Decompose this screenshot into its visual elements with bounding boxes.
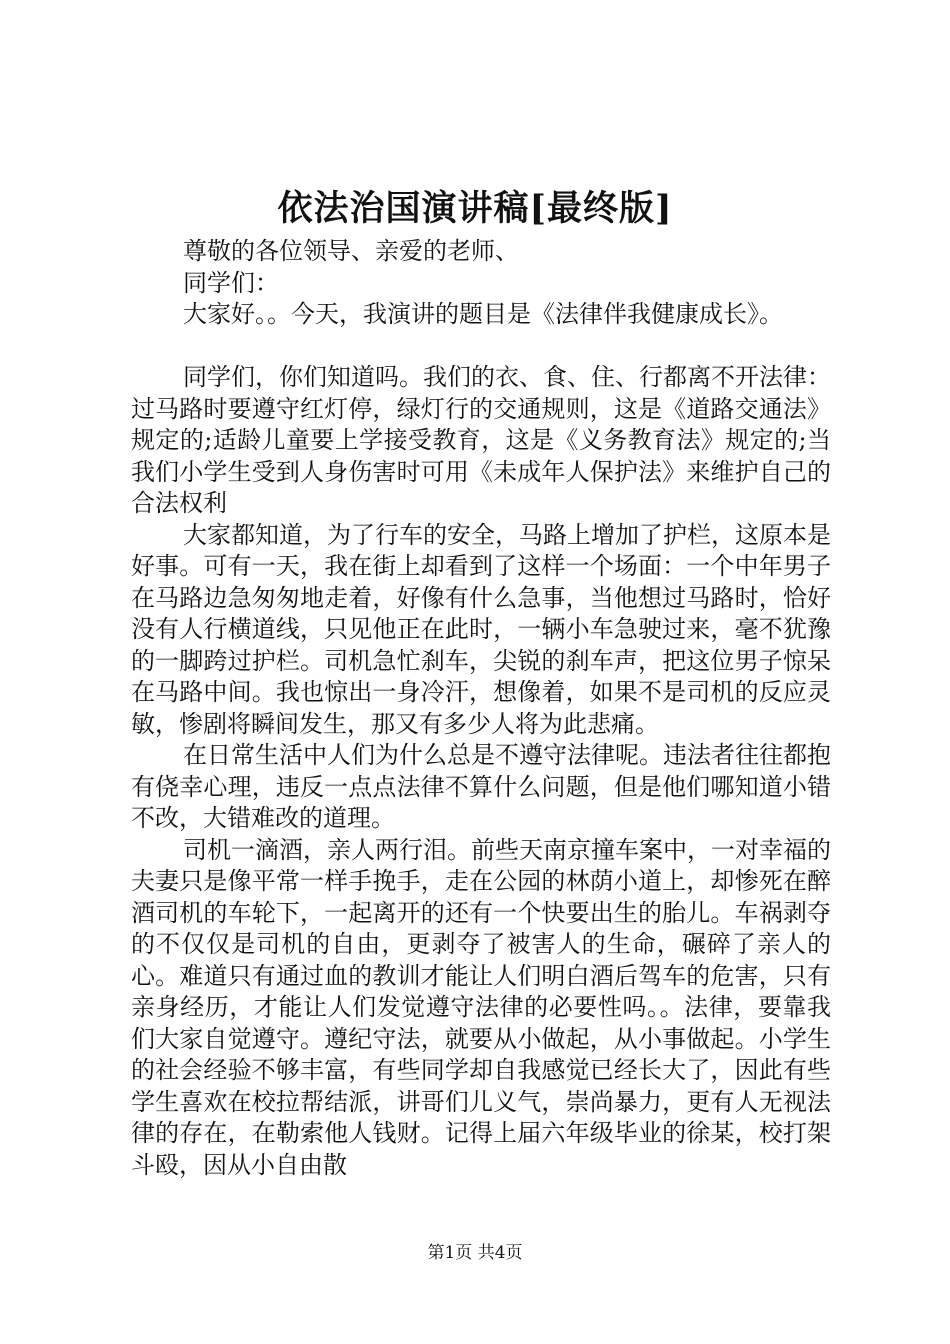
paragraph: 司机一滴酒，亲人两行泪。前些天南京撞车案中，一对幸福的夫妻只是像平常一样手挽手，走在公园的林荫小道上，却惨死在醉酒司机的车轮下，一起离开的还有一个快要出生的胎儿。车祸剥夺的不仅仅是司机的自由，更剥夺了被害人的生命，碾碎了亲人的心。难道只有通过血的教训才能让人们明白酒后驾车的危害，只有亲身经历，才能让人们发觉遵守法律的必要性吗。。法律，要靠我们大家自觉遵守。遵纪守法，就要从小做起，从小事做起。小学生的社会经验不够丰富，有些同学却自我感觉已经长大了，因此有些学生喜欢在校拉帮结派，讲哥们儿义气，崇尚暴力，更有人无视法律的存在，在勒索他人钱财。记得上届六年级毕业的徐某，校打架斗殴，因从小自由散 <box>131 835 831 1179</box>
paragraph: 同学们，你们知道吗。我们的衣、食、住、行都离不开法律：过马路时要遵守红灯停，绿灯行的交通规则，这是《道路交通法》规定的;适龄儿童要上学接受教育，这是《义务教育法》规定的;当我们小学生受到人身伤害时可用《未成年人保护法》来维护自己的合法权利 <box>131 363 831 517</box>
paragraph: 在日常生活中人们为什么总是不遵守法律呢。违法者往往都抱有侥幸心理，违反一点点法律不算什么问题，但是他们哪知道小错不改，大错难改的道理。 <box>131 741 831 832</box>
intro-paragraph: 大家好。。今天，我演讲的题目是《法律伴我健康成长》。 <box>183 300 783 328</box>
page-footer: 第1页 共4页 <box>427 1243 523 1263</box>
document-title: 依法治国演讲稿[最终版] <box>277 188 673 229</box>
greeting-line-2: 同学们： <box>183 268 279 297</box>
paragraph: 大家都知道，为了行车的安全，马路上增加了护栏，这原本是好事。可有一天，我在街上却看到了这样一个场面：一个中年男子在马路边急匆匆地走着，好像有什么急事，当他想过马路时，恰好没有人行横道线，只见他正在此时，一辆小车急驶过来，毫不犹豫的一脚跨过护栏。司机急忙刹车，尖锐的刹车声，把这位男子惊呆在马路中间。我也惊出一身冷汗，想像着，如果不是司机的反应灵敏，惨剧将瞬间发生，那又有多少人将为此悲痛。 <box>131 520 831 738</box>
paragraph-spacer <box>131 331 831 363</box>
document-body <box>131 236 831 1181</box>
greeting-line-1: 尊敬的各位领导、亲爱的老师、 <box>183 237 519 265</box>
